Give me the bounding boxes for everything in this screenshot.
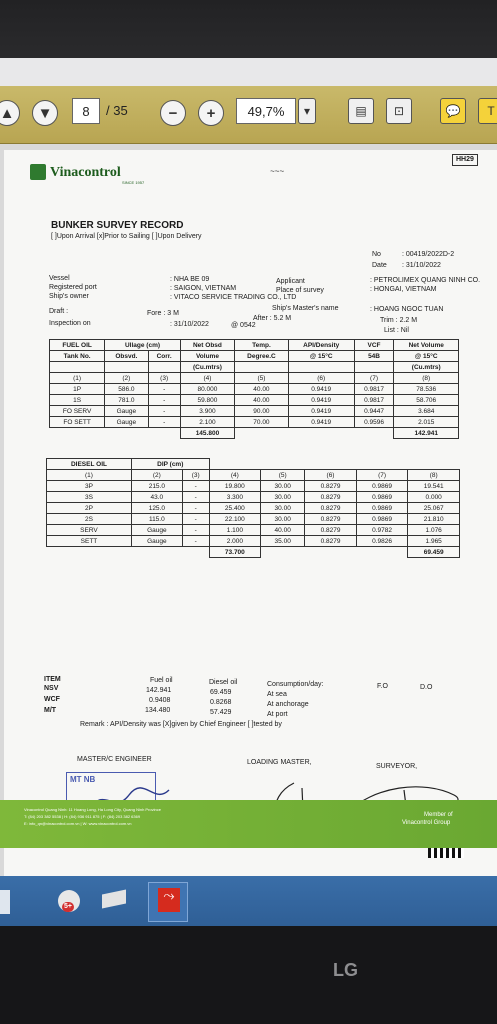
cell: 0.8279 bbox=[305, 481, 357, 492]
th-sub2-4 bbox=[235, 362, 289, 373]
cell: 3.684 bbox=[394, 406, 459, 417]
cell: 3.900 bbox=[180, 406, 234, 417]
cell: 35.00 bbox=[261, 536, 305, 547]
draft-label: Draft : bbox=[49, 308, 69, 315]
cell: 0.9596 bbox=[354, 417, 394, 428]
place-label: Place of survey bbox=[276, 287, 324, 294]
spacer bbox=[235, 428, 394, 439]
summary-mt: M/T bbox=[44, 707, 57, 714]
list-value: List : Nil bbox=[384, 327, 409, 334]
cell: Gauge bbox=[131, 536, 182, 547]
cell: 2.000 bbox=[209, 536, 261, 547]
company-name: Vinacontrol bbox=[50, 165, 121, 180]
num-7: (7) bbox=[356, 470, 408, 481]
cons-port: At port bbox=[267, 711, 288, 718]
spacer bbox=[47, 547, 210, 558]
monitor-bezel bbox=[0, 0, 497, 62]
cell: 0.9869 bbox=[356, 503, 408, 514]
cell: 781.0 bbox=[105, 395, 148, 406]
th-obsvd: Obsvd. bbox=[105, 351, 148, 362]
cell: 586.0 bbox=[105, 384, 148, 395]
cell: SETT bbox=[47, 536, 132, 547]
acrobat-icon[interactable]: ⤳ bbox=[158, 888, 180, 912]
cell: 0.9419 bbox=[288, 384, 354, 395]
cell: 0.9826 bbox=[356, 536, 408, 547]
cell: 0.9782 bbox=[356, 525, 408, 536]
cell: 0.8279 bbox=[305, 536, 357, 547]
cell: 0.9869 bbox=[356, 492, 408, 503]
cell: 125.0 bbox=[131, 503, 182, 514]
next-page-down-icon[interactable]: ▼ bbox=[32, 100, 58, 126]
zoom-in-icon[interactable]: + bbox=[198, 100, 224, 126]
th-corr: Corr. bbox=[148, 351, 180, 362]
th-sub2-6 bbox=[354, 362, 394, 373]
table-row bbox=[47, 514, 460, 525]
date-value: : 31/10/2022 bbox=[402, 262, 441, 269]
table-row bbox=[50, 395, 459, 406]
footer-member: Member of bbox=[424, 812, 453, 818]
zoom-level-input[interactable]: 49,7% bbox=[236, 98, 296, 124]
place-value: : HONGAI, VIETNAM bbox=[370, 286, 437, 293]
cell: 25.067 bbox=[408, 503, 460, 514]
fuel-wcf: 0.9408 bbox=[149, 697, 171, 704]
diesel-mt: 57.429 bbox=[210, 709, 232, 716]
engineer-title: MASTER/C ENGINEER bbox=[77, 756, 152, 763]
footer-group: Vinacontrol Group bbox=[402, 820, 451, 826]
cell: 0.9817 bbox=[354, 384, 394, 395]
inspection-date: : 31/10/2022 bbox=[170, 321, 209, 328]
doc-subtitle: [ ]Upon Arrival [x]Prior to Sailing [ ]Upon Delivery bbox=[51, 233, 202, 240]
cell: - bbox=[182, 503, 209, 514]
loading-title: LOADING MASTER, bbox=[247, 759, 312, 766]
cell: 30.00 bbox=[261, 481, 305, 492]
fuel-mt: 134.480 bbox=[145, 707, 171, 714]
cons-head: Consumption/day: bbox=[267, 681, 324, 688]
pdf-toolbar bbox=[0, 86, 497, 144]
document-page bbox=[4, 150, 497, 890]
master-label: Ship's Master's name bbox=[272, 305, 339, 312]
num-8: (8) bbox=[394, 373, 459, 384]
cell: 90.00 bbox=[235, 406, 289, 417]
th-cumtrs: (Cu.mtrs) bbox=[180, 362, 234, 373]
num-6: (6) bbox=[288, 373, 354, 384]
cell: 2.100 bbox=[180, 417, 234, 428]
page-number-input[interactable]: 8 bbox=[72, 98, 100, 124]
cons-anchor: At anchorage bbox=[267, 701, 309, 708]
comment-icon[interactable]: 💬 bbox=[440, 98, 466, 124]
doc-title: BUNKER SURVEY RECORD bbox=[51, 220, 184, 231]
cell: 0.8279 bbox=[305, 492, 357, 503]
cell: 0.9447 bbox=[354, 406, 394, 417]
owner-value: : VITACO SERVICE TRADING CO., LTD bbox=[170, 294, 297, 301]
surveyor-title: SURVEYOR, bbox=[376, 763, 418, 770]
applicant-value: : PETROLIMEX QUANG NINH CO. bbox=[370, 277, 481, 284]
cell: 30.00 bbox=[261, 514, 305, 525]
num-2: (2) bbox=[131, 470, 182, 481]
th-volume: Volume bbox=[180, 351, 234, 362]
engineer-stamp: MT NB bbox=[66, 772, 156, 806]
cell: 70.00 bbox=[235, 417, 289, 428]
cell: 0.9869 bbox=[356, 481, 408, 492]
cell: 3P bbox=[47, 481, 132, 492]
fit-page-icon[interactable]: ▤ bbox=[348, 98, 374, 124]
cell: 0.9419 bbox=[288, 406, 354, 417]
cell: 19.800 bbox=[209, 481, 261, 492]
spacer bbox=[261, 547, 408, 558]
table-row bbox=[47, 525, 460, 536]
num-1: (1) bbox=[47, 470, 132, 481]
th-diesel-oil: DIESEL OIL bbox=[47, 459, 132, 470]
summary-wcf: WCF bbox=[44, 696, 60, 703]
cell: 1.100 bbox=[209, 525, 261, 536]
cell: 59.800 bbox=[180, 395, 234, 406]
cell: 30.00 bbox=[261, 503, 305, 514]
vessel-value: : NHA BE 09 bbox=[170, 276, 210, 283]
taskbar bbox=[0, 876, 497, 926]
zoom-dropdown-chevron-icon[interactable]: ▾ bbox=[298, 98, 316, 124]
cell: 2S bbox=[47, 514, 132, 525]
cons-fo: F.O bbox=[377, 683, 388, 690]
fore-value: Fore : 3 M bbox=[147, 310, 179, 317]
cell: 40.00 bbox=[235, 384, 289, 395]
table-row bbox=[47, 481, 460, 492]
cell: 0.8279 bbox=[305, 514, 357, 525]
notification-badge: 5+ bbox=[64, 903, 72, 910]
num-1: (1) bbox=[50, 373, 105, 384]
footer-line3: E: info_qn@vinacontrol.com.vn | W: www.vinacontrol.com.vn bbox=[24, 821, 132, 826]
num-3: (3) bbox=[182, 470, 209, 481]
table-row bbox=[47, 503, 460, 514]
cell: FO SERV bbox=[50, 406, 105, 417]
cell: FO SETT bbox=[50, 417, 105, 428]
cell: 78.536 bbox=[394, 384, 459, 395]
cell: 2P bbox=[47, 503, 132, 514]
remark: Remark : API/Density was [X]given by Chief Engineer [ ]tested by bbox=[80, 721, 282, 728]
cell: - bbox=[182, 536, 209, 547]
cons-sea: At sea bbox=[267, 691, 287, 698]
trim-value: Trim : 2.2 M bbox=[380, 317, 418, 324]
prev-page-up-icon[interactable]: ▲ bbox=[0, 100, 20, 126]
th-temp: Temp. bbox=[235, 340, 289, 351]
th-54b: 54B bbox=[354, 351, 394, 362]
num-4: (4) bbox=[209, 470, 261, 481]
cell: 1P bbox=[50, 384, 105, 395]
form-code: HH29 bbox=[452, 154, 478, 166]
th-fuel-oil: FUEL OIL bbox=[50, 340, 105, 351]
vinacontrol-logo-icon bbox=[30, 164, 46, 180]
table-row bbox=[50, 417, 459, 428]
cell: 80.000 bbox=[180, 384, 234, 395]
cell: - bbox=[148, 406, 180, 417]
summary-item: ITEM bbox=[44, 676, 61, 683]
th-sub2-2 bbox=[148, 362, 180, 373]
th-at15-net: @ 15°C bbox=[394, 351, 459, 362]
table-row bbox=[47, 492, 460, 503]
annotate-icon[interactable]: T bbox=[478, 98, 497, 124]
cell: 0.8279 bbox=[305, 503, 357, 514]
zoom-out-icon[interactable]: − bbox=[160, 100, 186, 126]
zalo-icon[interactable] bbox=[102, 889, 126, 908]
diesel-oil-table bbox=[46, 458, 460, 558]
diesel-nsv: 69.459 bbox=[210, 689, 232, 696]
th-sub2-0 bbox=[50, 362, 105, 373]
th-net-volume: Net Volume bbox=[394, 340, 459, 351]
cell: Gauge bbox=[105, 417, 148, 428]
th-sub2-5 bbox=[288, 362, 354, 373]
th-cumtrs-net: (Cu.mtrs) bbox=[394, 362, 459, 373]
fuel-nsv: 142.941 bbox=[146, 687, 172, 694]
cell: - bbox=[148, 384, 180, 395]
footer-line1: Vinacontrol Quang Ninh: 11 Hoang Long, Ha Long City, Quang Ninh Province bbox=[24, 807, 161, 812]
num-2: (2) bbox=[105, 373, 148, 384]
screen bbox=[0, 58, 497, 926]
cell: 19.541 bbox=[408, 481, 460, 492]
th-api-density: API/Density bbox=[288, 340, 354, 351]
date-label: Date bbox=[372, 262, 387, 269]
company-since: SINCE 1957 bbox=[122, 180, 145, 185]
summary-nsv: NSV bbox=[44, 685, 59, 692]
cell: 0.8279 bbox=[305, 525, 357, 536]
cell: 1S bbox=[50, 395, 105, 406]
fuel-total-volume: 145.800 bbox=[180, 428, 234, 439]
cell: - bbox=[182, 492, 209, 503]
applicant-label: Applicant bbox=[276, 278, 305, 285]
fuel-oil-table bbox=[49, 339, 459, 439]
port-label: Registered port bbox=[49, 284, 97, 291]
handwritten-note: ~~~ bbox=[270, 167, 285, 176]
cell: - bbox=[182, 481, 209, 492]
diesel-total-volume: 73.700 bbox=[209, 547, 261, 558]
num-3: (3) bbox=[148, 373, 180, 384]
th-net-obsd: Net Obsd bbox=[180, 340, 234, 351]
cell: 25.400 bbox=[209, 503, 261, 514]
cell: 21.810 bbox=[408, 514, 460, 525]
fit-width-icon[interactable]: ⊡ bbox=[386, 98, 412, 124]
cell: - bbox=[182, 514, 209, 525]
owner-label: Ship's owner bbox=[49, 293, 89, 300]
num-4: (4) bbox=[180, 373, 234, 384]
cell: 40.00 bbox=[235, 395, 289, 406]
num-8: (8) bbox=[408, 470, 460, 481]
no-value: : 00419/2022D-2 bbox=[402, 251, 455, 258]
port-value: : SAIGON, VIETNAM bbox=[170, 285, 237, 292]
cell: 0.9419 bbox=[288, 417, 354, 428]
monitor-brand: LG bbox=[333, 960, 358, 980]
th-ullage: Ullage (cm) bbox=[105, 340, 181, 351]
cell: 30.00 bbox=[261, 492, 305, 503]
master-value: : HOANG NGOC TUAN bbox=[370, 306, 444, 313]
cell: 22.100 bbox=[209, 514, 261, 525]
cell: - bbox=[148, 417, 180, 428]
cell: - bbox=[148, 395, 180, 406]
cell: 115.0 bbox=[131, 514, 182, 525]
fuel-total-net: 142.941 bbox=[394, 428, 459, 439]
cons-do: D.O bbox=[420, 684, 433, 691]
cell: - bbox=[182, 525, 209, 536]
cell: 43.0 bbox=[131, 492, 182, 503]
th-degree: Degree.C bbox=[235, 351, 289, 362]
diesel-head: Diesel oil bbox=[209, 679, 238, 686]
table-row bbox=[50, 384, 459, 395]
diesel-wcf: 0.8268 bbox=[210, 699, 232, 706]
cell: 0.9419 bbox=[288, 395, 354, 406]
no-label: No bbox=[372, 251, 381, 258]
spacer bbox=[209, 459, 459, 470]
cell: SERV bbox=[47, 525, 132, 536]
num-6: (6) bbox=[305, 470, 357, 481]
th-at15: @ 15°C bbox=[288, 351, 354, 362]
cell: 0.000 bbox=[408, 492, 460, 503]
cell: 2.015 bbox=[394, 417, 459, 428]
cell: 1.965 bbox=[408, 536, 460, 547]
inspection-label: Inspection on bbox=[49, 320, 91, 327]
document-footer bbox=[0, 800, 497, 848]
cell: 215.0 bbox=[131, 481, 182, 492]
num-5: (5) bbox=[235, 373, 289, 384]
cell: 3.300 bbox=[209, 492, 261, 503]
th-tank-no: Tank No. bbox=[50, 351, 105, 362]
vessel-label: Vessel bbox=[49, 275, 70, 282]
num-7: (7) bbox=[354, 373, 394, 384]
table-row bbox=[50, 406, 459, 417]
taskbar-start-edge[interactable] bbox=[0, 890, 10, 914]
page-total: / 35 bbox=[106, 103, 128, 118]
spacer bbox=[50, 428, 181, 439]
cell: 0.9869 bbox=[356, 514, 408, 525]
th-sub2-1 bbox=[105, 362, 148, 373]
th-vcf: VCF bbox=[354, 340, 394, 351]
th-dip: DIP (cm) bbox=[131, 459, 209, 470]
cell: Gauge bbox=[105, 406, 148, 417]
cell: 3S bbox=[47, 492, 132, 503]
num-5: (5) bbox=[261, 470, 305, 481]
cell: 58.706 bbox=[394, 395, 459, 406]
fuel-head: Fuel oil bbox=[150, 677, 173, 684]
window-title-strip bbox=[0, 58, 497, 86]
cell: 40.00 bbox=[261, 525, 305, 536]
cell: 0.9817 bbox=[354, 395, 394, 406]
footer-line2: T: (84) 203 382 5538 | H: (84) 936 911 875 | F: (84) 203 382 6369 bbox=[24, 814, 141, 819]
diesel-total-net: 69.459 bbox=[408, 547, 460, 558]
cell: 1.076 bbox=[408, 525, 460, 536]
inspection-time: @ 0542 bbox=[231, 322, 256, 329]
cell: Gauge bbox=[131, 525, 182, 536]
after-value: After : 5.2 M bbox=[253, 315, 292, 322]
table-row bbox=[47, 536, 460, 547]
